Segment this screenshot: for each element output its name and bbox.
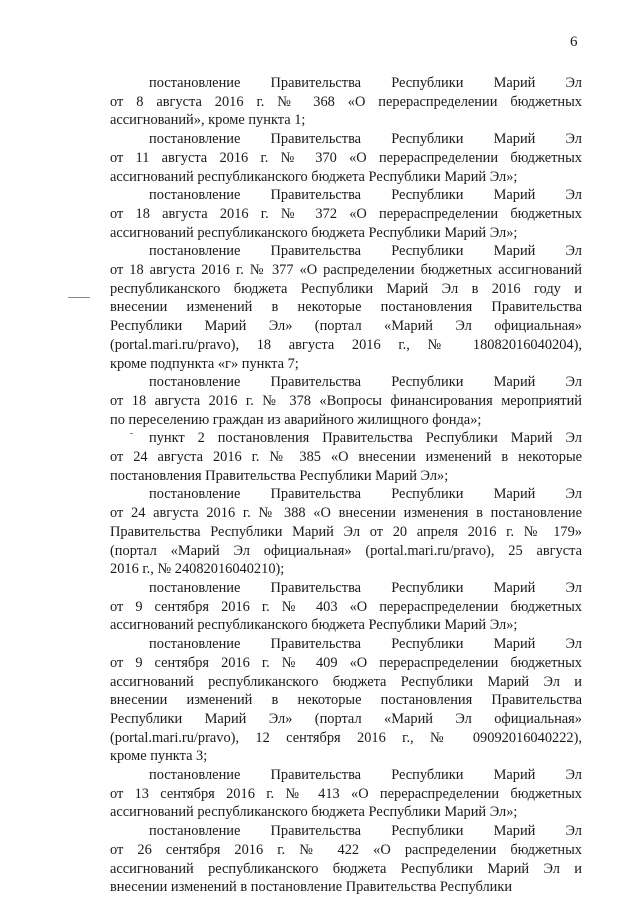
text-line: постановление Правительства Республики Марий Эл [149, 187, 582, 204]
text-line: от 26 сентября 2016 г. № 422 «О распределении бюджетных [110, 841, 582, 858]
text-line: Правительства Республики Марий Эл от 20 апреля 2016 г. № 179» [110, 523, 582, 540]
text-line: внесении изменений в некоторые постановления Правительства [110, 692, 582, 709]
text-line: от 8 августа 2016 г. № 368 «О перераспределении бюджетных [110, 93, 582, 110]
paragraph [110, 373, 582, 429]
paragraph [110, 485, 582, 579]
text-line: внесении изменений в некоторые постановления Правительства [110, 299, 582, 316]
text-line: (portal.mari.ru/pravo), 18 августа 2016 г., № 18082016040204), [110, 336, 582, 353]
document-body [110, 74, 582, 897]
paragraph [110, 822, 582, 897]
page-number: 6 [570, 34, 578, 50]
text-line: от 9 сентября 2016 г. № 403 «О перераспределении бюджетных [110, 598, 582, 615]
text-line: от 11 августа 2016 г. № 370 «О перераспределении бюджетных [110, 149, 582, 166]
text-line: от 18 августа 2016 г. № 378 «Вопросы финансирования мероприятий [110, 392, 582, 409]
text-line: постановление Правительства Республики Марий Эл [149, 579, 582, 596]
paragraph [110, 766, 582, 822]
text-line: ассигнований республиканского бюджета Республики Марий Эл»; [110, 224, 518, 241]
text-line: республиканского бюджета Республики Марий Эл в 2016 году и [110, 280, 582, 297]
text-line: постановление Правительства Республики Марий Эл [149, 131, 582, 148]
text-line: 2016 г., № 24082016040210); [110, 561, 285, 578]
text-line: постановление Правительства Республики Марий Эл [149, 75, 582, 91]
text-line: от 13 сентября 2016 г. № 413 «О перераспределении бюджетных [110, 785, 582, 802]
paragraph [110, 242, 582, 373]
text-line: по переселению граждан из аварийного жилищного фонда»; [110, 411, 482, 428]
text-line: кроме пункта 3; [110, 748, 208, 765]
text-line: пункт 2 постановления Правительства Республики Марий Эл [149, 430, 582, 447]
text-line: (портал «Марий Эл официальная» (portal.mari.ru/pravo), 25 августа [110, 542, 582, 559]
text-line: ассигнований», кроме пункта 1; [110, 112, 306, 129]
text-line: постановление Правительства Республики Марий Эл [149, 486, 582, 503]
text-line: постановление Правительства Республики Марий Эл [149, 823, 582, 840]
text-line: ассигнований республиканского бюджета Республики Марий Эл»; [110, 617, 518, 634]
text-line: от 9 сентября 2016 г. № 409 «О перераспределении бюджетных [110, 654, 582, 671]
text-line: ассигнований республиканского бюджета Республики Марий Эл и [110, 860, 582, 877]
text-line: постановление Правительства Республики Марий Эл [149, 767, 582, 784]
text-line: ассигнований республиканского бюджета Республики Марий Эл и [110, 673, 582, 690]
text-line: ассигнований республиканского бюджета Республики Марий Эл»; [110, 168, 518, 185]
text-line: постановление Правительства Республики Марий Эл [149, 243, 582, 260]
paragraph [110, 130, 582, 186]
paragraph [110, 186, 582, 242]
paragraph [110, 74, 582, 130]
text-line: Республики Марий Эл» (портал «Марий Эл официальная» [110, 710, 582, 727]
paragraph [110, 579, 582, 635]
scan-speck [68, 297, 90, 298]
text-line: кроме подпункта «г» пункта 7; [110, 355, 299, 372]
text-line: постановление Правительства Республики Марий Эл [149, 374, 582, 391]
text-line: от 24 августа 2016 г. № 388 «О внесении изменения в постановление [110, 505, 582, 522]
text-line: от 18 августа 2016 г. № 377 «О распределении бюджетных ассигнований [110, 262, 582, 279]
text-line: постановление Правительства Республики Марий Эл [149, 636, 582, 653]
text-line: постановления Правительства Республики Марий Эл»; [110, 467, 449, 484]
paragraph [110, 635, 582, 766]
paragraph [110, 429, 582, 485]
text-line: внесении изменений в постановление Правительства Республики [110, 879, 513, 896]
text-line: от 18 августа 2016 г. № 372 «О перераспределении бюджетных [110, 205, 582, 222]
text-line: от 24 августа 2016 г. № 385 «О внесении изменений в некоторые [110, 449, 582, 466]
text-line: Республики Марий Эл» (портал «Марий Эл официальная» [110, 318, 582, 335]
text-line: (portal.mari.ru/pravo), 12 сентября 2016 г., № 09092016040222), [110, 729, 582, 746]
text-line: ассигнований республиканского бюджета Республики Марий Эл»; [110, 804, 518, 821]
